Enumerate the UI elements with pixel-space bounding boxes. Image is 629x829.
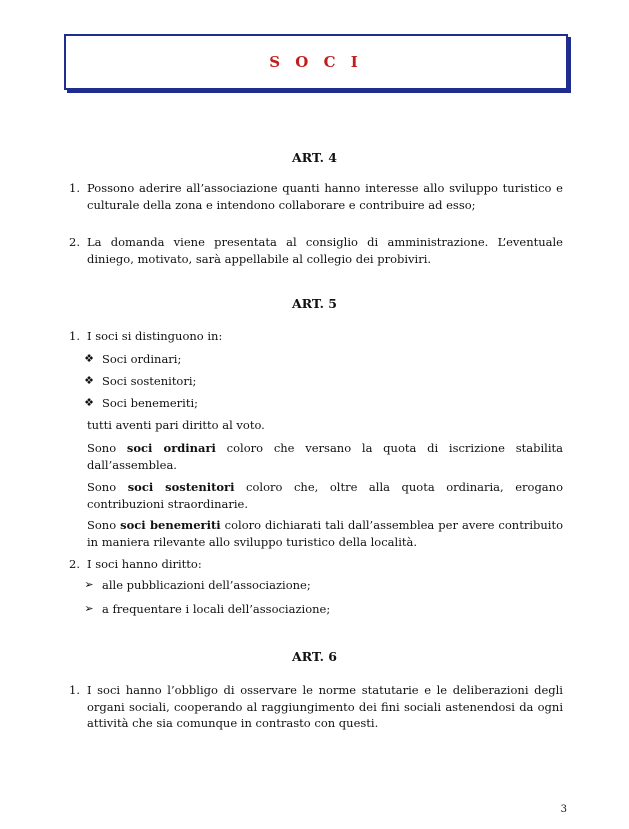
art-6-heading: ART. 6: [292, 649, 337, 664]
art-4-item-1-number: 1.: [69, 181, 80, 195]
definition-soci-benemeriti: Sono soci benemeriti coloro dichiarati tali dall’assemblea per avere contribuito in maniera rilevante allo sviluppo turistico della località.: [87, 518, 563, 549]
diamond-bullet-icon: ❖: [84, 352, 94, 365]
arrowhead-bullet-icon: ➢: [84, 578, 94, 591]
definition-soci-sostenitori: Sono soci sostenitori coloro che, oltre alla quota ordinaria, erogano contribuzioni straordinarie.: [87, 480, 563, 511]
art-4-item-2-number: 2.: [69, 235, 80, 249]
diamond-bullet-icon: ❖: [84, 396, 94, 409]
art-5-heading: ART. 5: [292, 296, 337, 311]
art-4-item-2-text: La domanda viene presentata al consiglio di amministrazione. L’eventuale diniego, motivato, sarà appellabile al collegio dei probiviri.: [87, 235, 563, 266]
section-title: S O C I: [269, 53, 363, 71]
bullet-pubblicazioni: alle pubblicazioni dell’associazione;: [102, 578, 311, 592]
bullet-locali: a frequentare i locali dell’associazione;: [102, 602, 331, 616]
art-5-voting-note: tutti aventi pari diritto al voto.: [87, 418, 265, 432]
art-4-heading: ART. 4: [292, 150, 337, 165]
page-number: 3: [560, 804, 567, 815]
art-5-item-1-intro: I soci si distinguono in:: [87, 329, 223, 343]
bullet-soci-benemeriti: Soci benemeriti;: [102, 396, 199, 410]
art-5-item-2-number: 2.: [69, 557, 80, 571]
definition-soci-ordinari: Sono soci ordinari coloro che versano la quota di iscrizione stabilita dall’assemblea.: [87, 441, 563, 472]
section-title-box: [64, 34, 568, 90]
art-4-item-1-text: Possono aderire all’associazione quanti hanno interesse allo sviluppo turistico e culturale della zona e intendono collaborare e contribuire ad esso;: [87, 181, 563, 212]
diamond-bullet-icon: ❖: [84, 374, 94, 387]
art-6-item-1-text: I soci hanno l’obbligo di osservare le norme statutarie e le deliberazioni degli organi sociali, cooperando al raggiungimento dei fini sociali astenendosi da ogni attività che sia comunque in contrasto con questi.: [87, 683, 563, 730]
bullet-soci-ordinari: Soci ordinari;: [102, 352, 182, 366]
art-5-item-2-intro: I soci hanno diritto:: [87, 557, 202, 571]
art-6-item-1-number: 1.: [69, 683, 80, 697]
arrowhead-bullet-icon: ➢: [84, 602, 94, 615]
bullet-soci-sostenitori: Soci sostenitori;: [102, 374, 197, 388]
art-5-item-1-number: 1.: [69, 329, 80, 343]
